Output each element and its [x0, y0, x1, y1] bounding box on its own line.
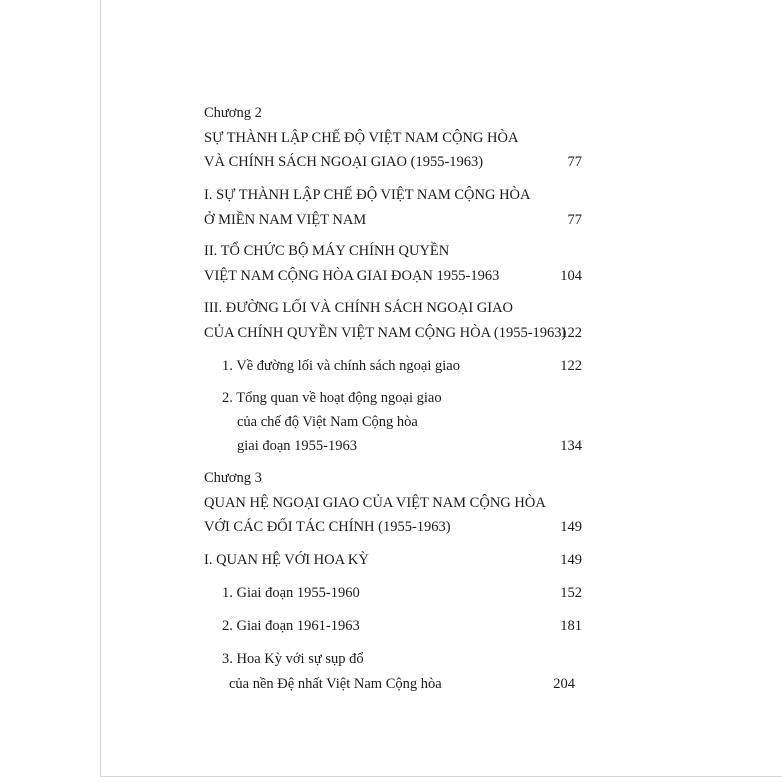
section-title-line: VIỆT NAM CỘNG HÒA GIAI ĐOẠN 1955-1963	[204, 268, 500, 284]
chapter-title-line: VỚI CÁC ĐỐI TÁC CHÍNH (1955-1963)	[204, 519, 451, 535]
subsection-title-line: 1. Giai đoạn 1955-1960	[222, 585, 360, 601]
subsection-title-line: của nền Đệ nhất Việt Nam Cộng hòa	[229, 676, 442, 692]
subsection-title-line: 1. Về đường lối và chính sách ngoại giao	[222, 358, 460, 374]
section-title-line: CỦA CHÍNH QUYỀN VIỆT NAM CỘNG HÒA (1955-1963)	[204, 325, 567, 341]
page-number: 104	[560, 268, 582, 284]
subsection-title-line: giai đoạn 1955-1963	[237, 438, 358, 454]
subsection-title-line: 3. Hoa Kỳ với sự sụp đổ	[222, 651, 364, 667]
chapter-title-line: VÀ CHÍNH SÁCH NGOẠI GIAO (1955-1963)	[204, 154, 484, 170]
chapter-title-line: SỰ THÀNH LẬP CHẾ ĐỘ VIỆT NAM CỘNG HÒA	[204, 130, 519, 146]
subsection-title-line: 2. Tổng quan về hoạt động ngoại giao	[222, 390, 442, 406]
page-edge-bottom	[100, 776, 782, 777]
page-number: 122	[560, 325, 582, 341]
subsection-title-line: 2. Giai đoạn 1961-1963	[222, 618, 360, 634]
section-title-line: III. ĐƯỜNG LỐI VÀ CHÍNH SÁCH NGOẠI GIAO	[204, 300, 514, 316]
page-number: 152	[560, 585, 582, 601]
chapter-label: Chương 2	[204, 105, 262, 121]
page-number: 77	[567, 154, 582, 170]
section-title-line: I. SỰ THÀNH LẬP CHẾ ĐỘ VIỆT NAM CỘNG HÒA	[204, 187, 531, 203]
page-number: 181	[560, 618, 582, 634]
section-title-line: I. QUAN HỆ VỚI HOA KỲ	[204, 552, 369, 568]
chapter-title-line: QUAN HỆ NGOẠI GIAO CỦA VIỆT NAM CỘNG HÒA	[204, 495, 546, 511]
page-number: 122	[560, 358, 582, 374]
page-number: 134	[560, 438, 582, 454]
page-number: 149	[560, 519, 582, 535]
subsection-title-line: của chế độ Việt Nam Cộng hòa	[237, 414, 418, 430]
section-title-line: II. TỔ CHỨC BỘ MÁY CHÍNH QUYỀN	[204, 243, 450, 259]
section-title-line: Ở MIỀN NAM VIỆT NAM	[204, 212, 367, 228]
chapter-label: Chương 3	[204, 470, 262, 486]
page-number: 77	[567, 212, 582, 228]
page-number: 149	[560, 552, 582, 568]
page-number: 204	[553, 676, 575, 692]
page-edge-left	[100, 0, 101, 777]
